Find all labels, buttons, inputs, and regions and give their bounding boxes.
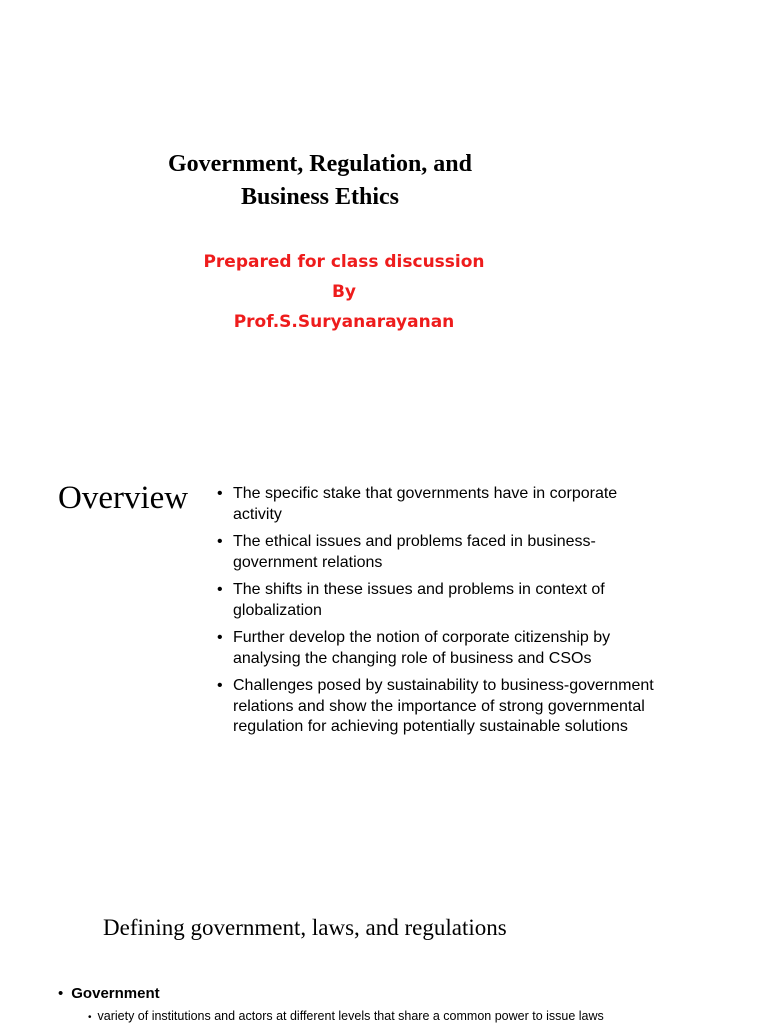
subtitle-line-author: Prof.S.Suryanarayanan <box>233 312 455 332</box>
list-item-text: Challenges posed by sustainability to business-government relations and show the importance of strong governmental regulation for achieving potentially sustainable solutions <box>233 677 654 735</box>
list-item-text: The specific stake that governments have in corporate activity <box>233 485 618 523</box>
slide-title: Overview <box>58 480 189 516</box>
definitions-slide <box>0 880 768 1024</box>
bullet-government <box>58 984 160 1004</box>
slide-title <box>0 148 640 214</box>
slide-subtitle <box>0 247 688 337</box>
list-item <box>217 532 657 573</box>
subtitle-line-by: By <box>331 282 357 302</box>
slide-title-line: Business Ethics <box>240 184 400 210</box>
list-item-text: The ethical issues and problems faced in business-government relations <box>233 533 596 571</box>
slide-title: Defining government, laws, and regulations <box>103 915 507 940</box>
list-item <box>217 580 657 621</box>
sub-bullet-text: variety of institutions and actors at different levels that share a common power to issue laws <box>97 1009 604 1023</box>
bullet-text: Government <box>71 985 160 1002</box>
bullet-icon: • <box>217 581 223 598</box>
bullet-icon: • <box>217 629 223 646</box>
list-item-text: The shifts in these issues and problems in context of globalization <box>233 581 605 619</box>
list-item <box>217 484 657 525</box>
bullet-icon: • <box>58 985 64 1002</box>
overview-slide <box>0 440 768 860</box>
list-item <box>217 676 657 738</box>
title-slide <box>0 0 768 430</box>
bullet-icon: • <box>88 1012 92 1023</box>
bullet-icon: • <box>217 485 223 502</box>
list-item-text: Further develop the notion of corporate citizenship by analysing the changing role of business and CSOs <box>233 629 611 667</box>
slide-title-line: Government, Regulation, and <box>167 151 472 177</box>
list-item <box>217 628 657 669</box>
bullet-icon: • <box>217 677 223 694</box>
bullet-list <box>217 484 657 745</box>
bullet-icon: • <box>217 533 223 550</box>
sub-bullet <box>88 1008 604 1026</box>
subtitle-line-prepared: Prepared for class discussion <box>203 252 485 272</box>
